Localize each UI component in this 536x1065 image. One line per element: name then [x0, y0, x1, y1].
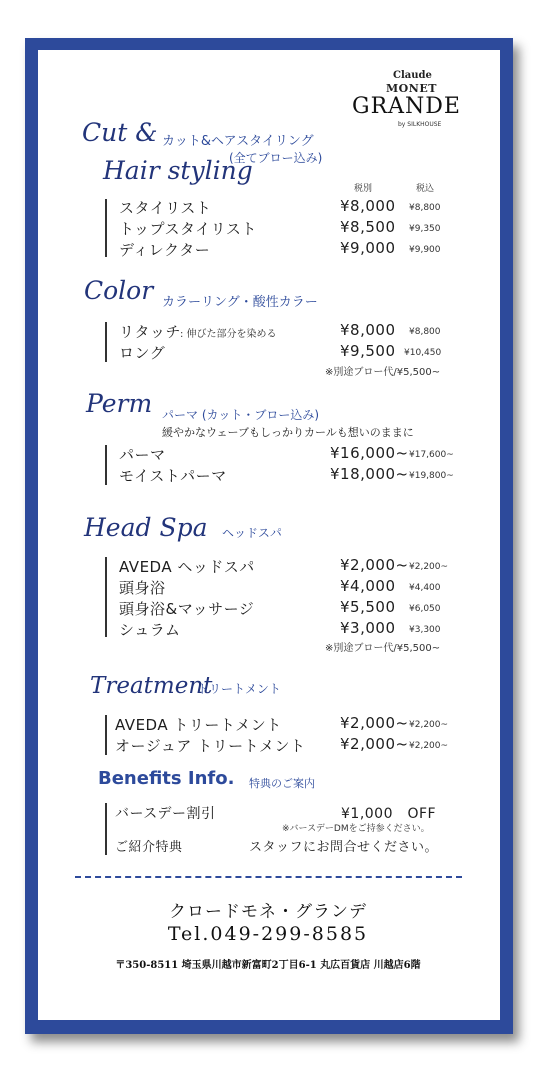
item-name: シュラム	[119, 621, 181, 639]
perm-list-bar	[105, 445, 107, 485]
item-name: AVEDA トリートメント	[115, 716, 282, 734]
item-name: 頭身浴&マッサージ	[119, 600, 255, 618]
cut-script-title: Cut &	[82, 118, 158, 147]
tax-excluded-header: 税別	[354, 184, 373, 194]
item-name: ディレクター	[119, 241, 211, 259]
item-name: モイストパーマ	[119, 467, 227, 485]
birthday-discount-note: ※バースデーDMをご持参ください。	[282, 824, 430, 834]
item-price: ¥5,500	[340, 598, 396, 616]
item-price-tax: ¥9,900	[409, 245, 441, 255]
item-name: トップスタイリスト	[119, 220, 257, 238]
color-section-title: カラーリング・酸性カラー	[162, 295, 318, 310]
benefits-title: Benefits Info.	[98, 768, 235, 789]
cut-section-subtitle: (全てブロー込み)	[229, 151, 323, 165]
benefits-subtitle: 特典のご案内	[249, 777, 315, 790]
referral-label: ご紹介特典	[115, 840, 183, 855]
item-price: ¥16,000~	[330, 444, 409, 462]
item-name: オージュア トリートメント	[115, 737, 306, 755]
hair-styling-script-title: Hair styling	[103, 156, 253, 185]
birthday-discount-value: ¥1,000 OFF	[341, 806, 437, 822]
item-price-tax: ¥8,800	[409, 327, 441, 337]
item-name: 頭身浴	[119, 579, 166, 597]
item-price-tax: ¥10,450	[404, 348, 442, 358]
tax-included-header: 税込	[416, 184, 435, 194]
item-price-tax: ¥2,200~	[409, 720, 449, 730]
footer-address: 〒350-8511 埼玉県川越市新富町2丁目6-1 丸広百貨店 川越店6階	[115, 960, 421, 971]
color-note: ※別途ブロー代/¥5,500~	[325, 367, 441, 378]
color-script-title: Color	[84, 276, 154, 305]
item-price: ¥9,000	[340, 239, 396, 257]
item-price: ¥8,000	[340, 321, 396, 339]
item-price: ¥9,500	[340, 342, 396, 360]
treatment-list-bar	[105, 715, 107, 755]
cut-section-title: カット&ヘアスタイリング	[162, 134, 314, 149]
item-subtext: : 伸びた部分を染める	[180, 329, 277, 340]
logo-line2: MONET	[386, 82, 437, 95]
perm-description: 緩やかなウェーブもしっかりカールも想いのままに	[162, 426, 414, 439]
item-price-tax: ¥2,200~	[409, 741, 449, 751]
perm-script-title: Perm	[86, 389, 153, 418]
item-price: ¥8,000	[340, 197, 396, 215]
footer-salon-name: クロードモネ・グランデ	[169, 902, 367, 922]
item-price: ¥2,000~	[340, 714, 409, 732]
logo-line3: GRANDE	[352, 94, 461, 119]
item-price-tax: ¥3,300	[409, 625, 441, 635]
item-price: ¥2,000~	[340, 735, 409, 753]
item-price-tax: ¥8,800	[409, 203, 441, 213]
headspa-list-bar	[105, 557, 107, 637]
item-name: ロング	[119, 344, 166, 362]
item-price: ¥18,000~	[330, 465, 409, 483]
item-price-tax: ¥4,400	[409, 583, 441, 593]
cut-list-bar	[105, 199, 107, 257]
treatment-script-title: Treatment	[90, 673, 213, 699]
item-price-tax: ¥19,800~	[409, 471, 454, 481]
headspa-note: ※別途ブロー代/¥5,500~	[325, 643, 441, 654]
item-name: AVEDA ヘッドスパ	[119, 558, 255, 576]
birthday-discount-label: バースデー割引	[115, 806, 216, 822]
item-price-tax: ¥6,050	[409, 604, 441, 614]
headspa-script-title: Head Spa	[84, 513, 208, 542]
item-price: ¥2,000~	[340, 556, 409, 574]
footer-telephone: Tel.049-299-8585	[167, 923, 369, 945]
item-price: ¥8,500	[340, 218, 396, 236]
color-list-bar	[105, 322, 107, 362]
perm-section-title: パーマ (カット・ブロー込み)	[162, 408, 320, 422]
item-price-tax: ¥17,600~	[409, 450, 454, 460]
item-name: パーマ	[119, 446, 166, 464]
item-price-tax: ¥2,200~	[409, 562, 449, 572]
benefits-list-bar	[105, 803, 107, 855]
item-price: ¥4,000	[340, 577, 396, 595]
treatment-section-title: トリートメント	[197, 682, 281, 696]
item-price: ¥3,000	[340, 619, 396, 637]
logo-line4: by SILKHOUSE	[398, 121, 442, 128]
logo-line1: Claude	[393, 70, 432, 81]
headspa-section-title: ヘッドスパ	[222, 526, 282, 540]
item-name: スタイリスト	[119, 199, 212, 217]
item-price-tax: ¥9,350	[409, 224, 441, 234]
footer-divider	[75, 876, 462, 878]
referral-text: スタッフにお問合せください。	[249, 840, 439, 855]
item-name: リタッチ	[119, 323, 182, 341]
